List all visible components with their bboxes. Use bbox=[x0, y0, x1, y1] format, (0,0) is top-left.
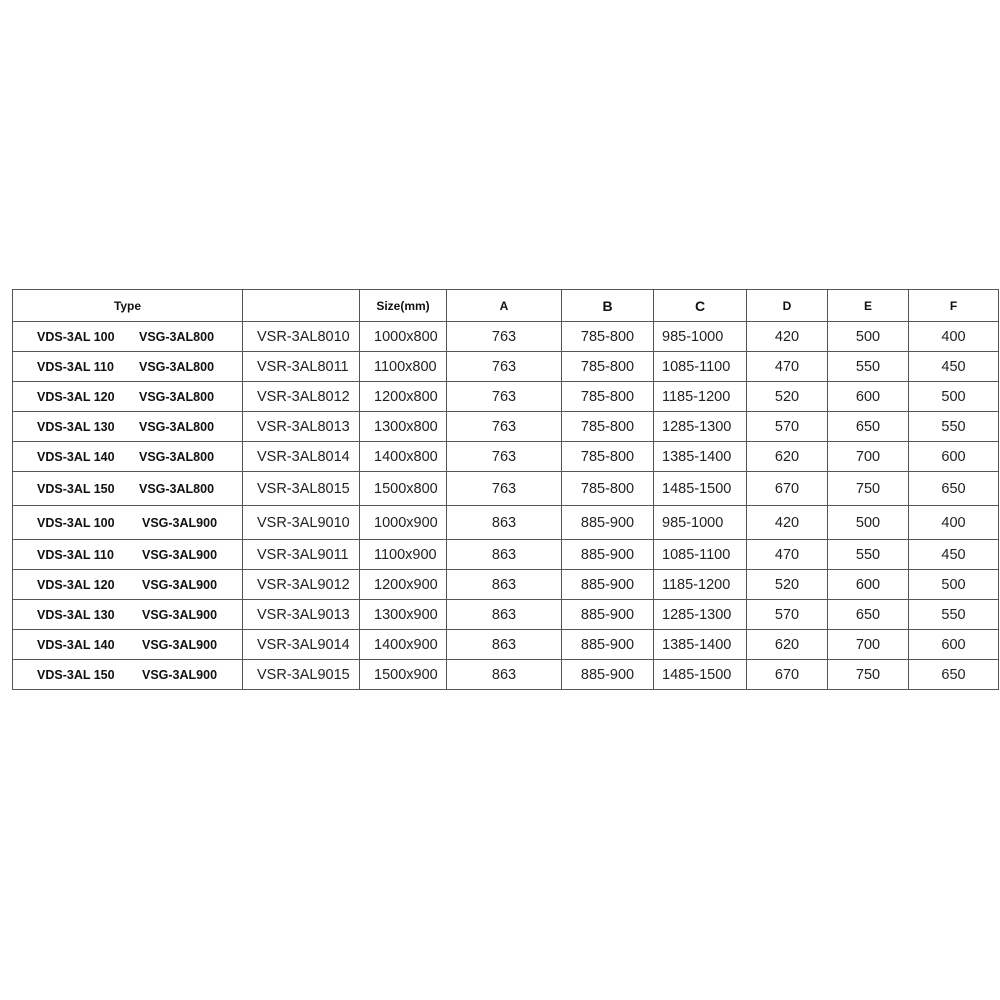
value-e: 600 bbox=[828, 382, 909, 412]
vsr-model: VSR-3AL8014 bbox=[243, 442, 360, 472]
vds-model: VDS-3AL 110 bbox=[37, 359, 114, 374]
vsr-model: VSR-3AL9015 bbox=[243, 660, 360, 690]
value-d: 620 bbox=[747, 442, 828, 472]
value-a: 763 bbox=[447, 412, 562, 442]
value-b: 885-900 bbox=[562, 660, 654, 690]
value-e: 550 bbox=[828, 352, 909, 382]
value-d: 670 bbox=[747, 472, 828, 506]
vds-model: VDS-3AL 100 bbox=[37, 515, 115, 530]
header-c: C bbox=[654, 290, 747, 322]
table-row bbox=[13, 506, 999, 540]
value-c: 1285-1300 bbox=[654, 600, 747, 630]
type-cell bbox=[13, 442, 243, 472]
table-row bbox=[13, 412, 999, 442]
table-row bbox=[13, 352, 999, 382]
value-a: 863 bbox=[447, 506, 562, 540]
value-b: 785-800 bbox=[562, 322, 654, 352]
value-c: 1185-1200 bbox=[654, 570, 747, 600]
value-b: 785-800 bbox=[562, 442, 654, 472]
value-a: 763 bbox=[447, 352, 562, 382]
vds-model: VDS-3AL 140 bbox=[37, 637, 115, 652]
type-cell bbox=[13, 660, 243, 690]
table-body bbox=[13, 322, 999, 690]
spec-table-container bbox=[12, 289, 998, 690]
value-b: 885-900 bbox=[562, 570, 654, 600]
vsr-model: VSR-3AL9010 bbox=[243, 506, 360, 540]
value-a: 863 bbox=[447, 630, 562, 660]
vsg-model: VSG-3AL800 bbox=[139, 389, 215, 404]
type-cell bbox=[13, 472, 243, 506]
vsg-model: VSG-3AL900 bbox=[142, 637, 218, 652]
size-cell: 1200x800 bbox=[360, 382, 447, 412]
value-e: 650 bbox=[828, 600, 909, 630]
table-header bbox=[13, 290, 999, 322]
vsr-model: VSR-3AL8015 bbox=[243, 472, 360, 506]
type-cell bbox=[13, 506, 243, 540]
vds-model: VDS-3AL 120 bbox=[37, 389, 115, 404]
type-cell bbox=[13, 382, 243, 412]
value-d: 420 bbox=[747, 322, 828, 352]
value-a: 763 bbox=[447, 322, 562, 352]
value-d: 470 bbox=[747, 352, 828, 382]
vsg-model: VSG-3AL900 bbox=[142, 577, 218, 592]
value-a: 863 bbox=[447, 570, 562, 600]
size-cell: 1000x900 bbox=[360, 506, 447, 540]
value-d: 570 bbox=[747, 412, 828, 442]
vsr-model: VSR-3AL8011 bbox=[243, 352, 360, 382]
table-row bbox=[13, 472, 999, 506]
value-f: 500 bbox=[909, 382, 999, 412]
value-f: 400 bbox=[909, 506, 999, 540]
vsg-model: VSG-3AL900 bbox=[142, 667, 218, 682]
type-cell bbox=[13, 540, 243, 570]
table-row bbox=[13, 382, 999, 412]
type-cell bbox=[13, 630, 243, 660]
value-c: 985-1000 bbox=[654, 322, 747, 352]
size-cell: 1200x900 bbox=[360, 570, 447, 600]
value-b: 885-900 bbox=[562, 540, 654, 570]
value-e: 500 bbox=[828, 506, 909, 540]
size-cell: 1300x800 bbox=[360, 412, 447, 442]
value-f: 600 bbox=[909, 630, 999, 660]
type-cell bbox=[13, 322, 243, 352]
vsr-model: VSR-3AL8013 bbox=[243, 412, 360, 442]
value-c: 1085-1100 bbox=[654, 352, 747, 382]
value-c: 1485-1500 bbox=[654, 472, 747, 506]
vsg-model: VSG-3AL800 bbox=[139, 481, 215, 496]
type-cell bbox=[13, 600, 243, 630]
vsr-model: VSR-3AL9011 bbox=[243, 540, 360, 570]
value-f: 600 bbox=[909, 442, 999, 472]
vsg-model: VSG-3AL800 bbox=[139, 329, 215, 344]
value-a: 763 bbox=[447, 472, 562, 506]
header-f: F bbox=[909, 290, 999, 322]
value-d: 520 bbox=[747, 570, 828, 600]
type-cell bbox=[13, 412, 243, 442]
value-b: 785-800 bbox=[562, 352, 654, 382]
value-b: 785-800 bbox=[562, 412, 654, 442]
value-f: 450 bbox=[909, 540, 999, 570]
value-e: 700 bbox=[828, 442, 909, 472]
header-type: Type bbox=[13, 290, 243, 322]
value-f: 650 bbox=[909, 660, 999, 690]
vsg-model: VSG-3AL900 bbox=[142, 547, 218, 562]
table-row bbox=[13, 570, 999, 600]
value-d: 420 bbox=[747, 506, 828, 540]
table-row bbox=[13, 540, 999, 570]
size-cell: 1000x800 bbox=[360, 322, 447, 352]
value-b: 785-800 bbox=[562, 382, 654, 412]
table-row bbox=[13, 660, 999, 690]
value-e: 750 bbox=[828, 472, 909, 506]
size-cell: 1500x800 bbox=[360, 472, 447, 506]
value-f: 550 bbox=[909, 600, 999, 630]
value-f: 400 bbox=[909, 322, 999, 352]
vsg-model: VSG-3AL900 bbox=[142, 515, 218, 530]
vds-model: VDS-3AL 130 bbox=[37, 419, 115, 434]
vsg-model: VSG-3AL800 bbox=[139, 359, 215, 374]
vsr-model: VSR-3AL9014 bbox=[243, 630, 360, 660]
value-b: 785-800 bbox=[562, 472, 654, 506]
header-size: Size(mm) bbox=[360, 290, 447, 322]
size-cell: 1500x900 bbox=[360, 660, 447, 690]
size-cell: 1400x800 bbox=[360, 442, 447, 472]
vsg-model: VSG-3AL800 bbox=[139, 449, 215, 464]
header-e: E bbox=[828, 290, 909, 322]
value-f: 650 bbox=[909, 472, 999, 506]
value-a: 763 bbox=[447, 382, 562, 412]
vsr-model: VSR-3AL8010 bbox=[243, 322, 360, 352]
header-b: B bbox=[562, 290, 654, 322]
type-cell bbox=[13, 570, 243, 600]
value-a: 863 bbox=[447, 600, 562, 630]
vds-model: VDS-3AL 120 bbox=[37, 577, 115, 592]
vsg-model: VSG-3AL800 bbox=[139, 419, 215, 434]
value-e: 650 bbox=[828, 412, 909, 442]
value-e: 550 bbox=[828, 540, 909, 570]
value-e: 500 bbox=[828, 322, 909, 352]
size-cell: 1300x900 bbox=[360, 600, 447, 630]
vsg-model: VSG-3AL900 bbox=[142, 607, 218, 622]
vsr-model: VSR-3AL8012 bbox=[243, 382, 360, 412]
value-d: 670 bbox=[747, 660, 828, 690]
vds-model: VDS-3AL 150 bbox=[37, 481, 115, 496]
table-row bbox=[13, 630, 999, 660]
value-f: 450 bbox=[909, 352, 999, 382]
value-c: 1385-1400 bbox=[654, 442, 747, 472]
table-row bbox=[13, 600, 999, 630]
value-a: 863 bbox=[447, 540, 562, 570]
value-d: 570 bbox=[747, 600, 828, 630]
value-b: 885-900 bbox=[562, 600, 654, 630]
value-c: 1085-1100 bbox=[654, 540, 747, 570]
value-c: 1285-1300 bbox=[654, 412, 747, 442]
header-a: A bbox=[447, 290, 562, 322]
header-row bbox=[13, 290, 999, 322]
value-c: 1385-1400 bbox=[654, 630, 747, 660]
vds-model: VDS-3AL 130 bbox=[37, 607, 115, 622]
header-d: D bbox=[747, 290, 828, 322]
size-cell: 1100x800 bbox=[360, 352, 447, 382]
value-e: 600 bbox=[828, 570, 909, 600]
table-row bbox=[13, 442, 999, 472]
value-d: 470 bbox=[747, 540, 828, 570]
spec-table bbox=[12, 289, 999, 690]
table-row bbox=[13, 322, 999, 352]
type-cell bbox=[13, 352, 243, 382]
value-e: 750 bbox=[828, 660, 909, 690]
value-f: 500 bbox=[909, 570, 999, 600]
value-a: 763 bbox=[447, 442, 562, 472]
vds-model: VDS-3AL 140 bbox=[37, 449, 115, 464]
value-f: 550 bbox=[909, 412, 999, 442]
value-c: 985-1000 bbox=[654, 506, 747, 540]
vds-model: VDS-3AL 110 bbox=[37, 547, 114, 562]
value-b: 885-900 bbox=[562, 630, 654, 660]
size-cell: 1400x900 bbox=[360, 630, 447, 660]
vsr-model: VSR-3AL9012 bbox=[243, 570, 360, 600]
value-c: 1185-1200 bbox=[654, 382, 747, 412]
value-e: 700 bbox=[828, 630, 909, 660]
value-d: 520 bbox=[747, 382, 828, 412]
value-c: 1485-1500 bbox=[654, 660, 747, 690]
header-blank bbox=[243, 290, 360, 322]
vsr-model: VSR-3AL9013 bbox=[243, 600, 360, 630]
value-a: 863 bbox=[447, 660, 562, 690]
size-cell: 1100x900 bbox=[360, 540, 447, 570]
value-b: 885-900 bbox=[562, 506, 654, 540]
value-d: 620 bbox=[747, 630, 828, 660]
vds-model: VDS-3AL 100 bbox=[37, 329, 115, 344]
vds-model: VDS-3AL 150 bbox=[37, 667, 115, 682]
